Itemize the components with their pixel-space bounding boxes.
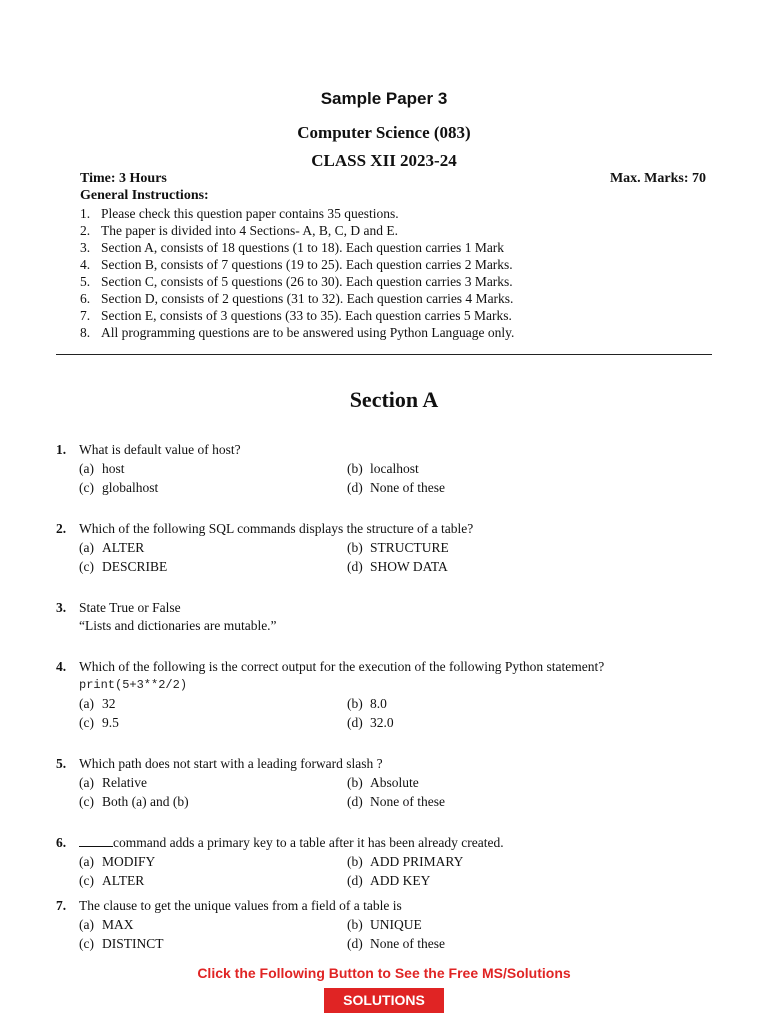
question-line bbox=[56, 519, 716, 538]
instruction-number: 6. bbox=[80, 291, 91, 306]
question bbox=[56, 519, 716, 576]
question-line bbox=[56, 754, 716, 773]
option-letter: (a) bbox=[79, 854, 94, 869]
option bbox=[347, 459, 647, 478]
option-text: Absolute bbox=[370, 775, 419, 790]
questions-list bbox=[56, 440, 716, 959]
option-letter: (b) bbox=[347, 696, 363, 711]
option-text: None of these bbox=[370, 480, 445, 495]
option-letter: (b) bbox=[347, 461, 363, 476]
instruction-text: Section A, consists of 18 questions (1 to 18). Each question carries 1 Mark bbox=[101, 240, 505, 255]
option-letter: (d) bbox=[347, 715, 363, 730]
option bbox=[79, 459, 347, 478]
question bbox=[56, 440, 716, 497]
option bbox=[79, 934, 347, 953]
instruction-text: All programming questions are to be answered using Python Language only. bbox=[101, 325, 515, 340]
question-line bbox=[56, 896, 716, 915]
option-text: globalhost bbox=[102, 480, 159, 495]
option-text: 32 bbox=[102, 696, 116, 711]
option bbox=[79, 915, 347, 934]
option bbox=[79, 538, 347, 557]
instructions-list bbox=[80, 205, 514, 341]
instruction-item bbox=[80, 324, 514, 341]
option-text: UNIQUE bbox=[370, 917, 422, 932]
instructions-heading: General Instructions: bbox=[80, 188, 209, 203]
question-number: 7. bbox=[56, 898, 67, 913]
instruction-text: Section C, consists of 5 questions (26 to 30). Each question carries 3 Marks. bbox=[101, 274, 513, 289]
option bbox=[347, 871, 647, 890]
option-letter: (c) bbox=[79, 936, 94, 951]
option bbox=[347, 792, 647, 811]
solutions-button[interactable]: SOLUTIONS bbox=[324, 988, 444, 1013]
question bbox=[56, 833, 716, 890]
option bbox=[79, 557, 347, 576]
instruction-text: The paper is divided into 4 Sections- A, B, C, D and E. bbox=[101, 223, 398, 238]
instruction-number: 5. bbox=[80, 274, 91, 289]
instruction-item bbox=[80, 256, 514, 273]
option-letter: (d) bbox=[347, 936, 363, 951]
option-text: ALTER bbox=[102, 540, 145, 555]
question-text: Which path does not start with a leading forward slash ? bbox=[79, 756, 383, 771]
option-text: STRUCTURE bbox=[370, 540, 449, 555]
option-letter: (c) bbox=[79, 873, 94, 888]
question-number: 2. bbox=[56, 521, 67, 536]
instruction-item bbox=[80, 222, 514, 239]
option-text: DESCRIBE bbox=[102, 559, 168, 574]
question-line bbox=[56, 833, 716, 852]
question bbox=[56, 896, 716, 953]
option-text: 32.0 bbox=[370, 715, 394, 730]
section-title: Section A bbox=[349, 387, 439, 412]
instruction-text: Section D, consists of 2 questions (31 to 32). Each question carries 4 Marks. bbox=[101, 291, 514, 306]
option bbox=[79, 852, 347, 871]
question-line bbox=[56, 440, 716, 459]
fill-in-blank bbox=[79, 834, 113, 847]
question-statement: “Lists and dictionaries are mutable.” bbox=[79, 618, 277, 633]
option-text: SHOW DATA bbox=[370, 559, 448, 574]
option-letter: (a) bbox=[79, 540, 94, 555]
option-text: ADD PRIMARY bbox=[370, 854, 464, 869]
question-text: Which of the following is the correct output for the execution of the following Python statement? bbox=[79, 659, 605, 674]
instruction-number: 1. bbox=[80, 206, 91, 221]
option-letter: (d) bbox=[347, 559, 363, 574]
option bbox=[347, 852, 647, 871]
option-text: ADD KEY bbox=[370, 873, 431, 888]
question-number: 6. bbox=[56, 835, 67, 850]
question-number: 5. bbox=[56, 756, 67, 771]
option-text: None of these bbox=[370, 936, 445, 951]
option-letter: (b) bbox=[347, 775, 363, 790]
subject-heading: Computer Science (083) bbox=[297, 123, 471, 142]
section-divider bbox=[56, 354, 712, 355]
option bbox=[347, 694, 647, 713]
paper-title: Sample Paper 3 bbox=[320, 89, 448, 108]
option bbox=[79, 792, 347, 811]
option-letter: (d) bbox=[347, 794, 363, 809]
option bbox=[347, 934, 647, 953]
option-text: 8.0 bbox=[370, 696, 387, 711]
option-letter: (a) bbox=[79, 461, 94, 476]
option-text: host bbox=[102, 461, 125, 476]
option-text: None of these bbox=[370, 794, 445, 809]
question bbox=[56, 598, 716, 635]
question-line bbox=[56, 657, 716, 676]
options-grid bbox=[56, 773, 716, 811]
instruction-number: 2. bbox=[80, 223, 91, 238]
option-text: Relative bbox=[102, 775, 147, 790]
instruction-item bbox=[80, 239, 514, 256]
question-text: What is default value of host? bbox=[79, 442, 241, 457]
option bbox=[347, 557, 647, 576]
option-letter: (c) bbox=[79, 715, 94, 730]
instruction-number: 8. bbox=[80, 325, 91, 340]
question-number: 3. bbox=[56, 600, 67, 615]
option-letter: (a) bbox=[79, 775, 94, 790]
option-text: 9.5 bbox=[102, 715, 119, 730]
option bbox=[347, 713, 647, 732]
options-grid bbox=[56, 915, 716, 953]
instruction-text: Section E, consists of 3 questions (33 to 35). Each question carries 5 Marks. bbox=[101, 308, 512, 323]
option bbox=[79, 773, 347, 792]
instruction-item bbox=[80, 290, 514, 307]
options-grid bbox=[56, 694, 716, 732]
options-grid bbox=[56, 459, 716, 497]
option bbox=[79, 478, 347, 497]
option-text: DISTINCT bbox=[102, 936, 164, 951]
max-marks-label: Max. Marks: 70 bbox=[609, 171, 706, 186]
option bbox=[347, 478, 647, 497]
instruction-text: Section B, consists of 7 questions (19 to 25). Each question carries 2 Marks. bbox=[101, 257, 513, 272]
class-heading: CLASS XII 2023-24 bbox=[311, 151, 457, 170]
option-text: Both (a) and (b) bbox=[102, 794, 189, 809]
options-grid bbox=[56, 538, 716, 576]
question-text: State True or False bbox=[79, 600, 181, 615]
question-text: The clause to get the unique values from a field of a table is bbox=[79, 898, 402, 913]
option-letter: (a) bbox=[79, 696, 94, 711]
instruction-text: Please check this question paper contains 35 questions. bbox=[101, 206, 399, 221]
option bbox=[79, 871, 347, 890]
instruction-number: 4. bbox=[80, 257, 91, 272]
option-text: localhost bbox=[370, 461, 419, 476]
option-letter: (c) bbox=[79, 480, 94, 495]
option bbox=[79, 694, 347, 713]
option-letter: (c) bbox=[79, 559, 94, 574]
option-letter: (b) bbox=[347, 917, 363, 932]
option-letter: (b) bbox=[347, 540, 363, 555]
instruction-item bbox=[80, 273, 514, 290]
option-letter: (d) bbox=[347, 480, 363, 495]
question-number: 4. bbox=[56, 659, 67, 674]
option bbox=[347, 538, 647, 557]
instruction-number: 3. bbox=[80, 240, 91, 255]
option-text: MODIFY bbox=[102, 854, 156, 869]
options-grid bbox=[56, 852, 716, 890]
question-text: command adds a primary key to a table after it has been already created. bbox=[113, 835, 504, 850]
option-letter: (a) bbox=[79, 917, 94, 932]
code-snippet: print(5+3**2/2) bbox=[79, 678, 188, 692]
option-letter: (c) bbox=[79, 794, 94, 809]
option-text: MAX bbox=[102, 917, 134, 932]
solutions-cta-text: Click the Following Button to See the Free MS/Solutions bbox=[197, 965, 571, 981]
question bbox=[56, 754, 716, 811]
option bbox=[79, 713, 347, 732]
instruction-number: 7. bbox=[80, 308, 91, 323]
instruction-item bbox=[80, 307, 514, 324]
option bbox=[347, 773, 647, 792]
option-letter: (b) bbox=[347, 854, 363, 869]
time-label: Time: 3 Hours bbox=[80, 171, 167, 186]
question-line bbox=[56, 598, 716, 617]
question-number: 1. bbox=[56, 442, 67, 457]
option-text: ALTER bbox=[102, 873, 145, 888]
instruction-item bbox=[80, 205, 514, 222]
question bbox=[56, 657, 716, 732]
question-text: Which of the following SQL commands displays the structure of a table? bbox=[79, 521, 474, 536]
option-letter: (d) bbox=[347, 873, 363, 888]
option bbox=[347, 915, 647, 934]
